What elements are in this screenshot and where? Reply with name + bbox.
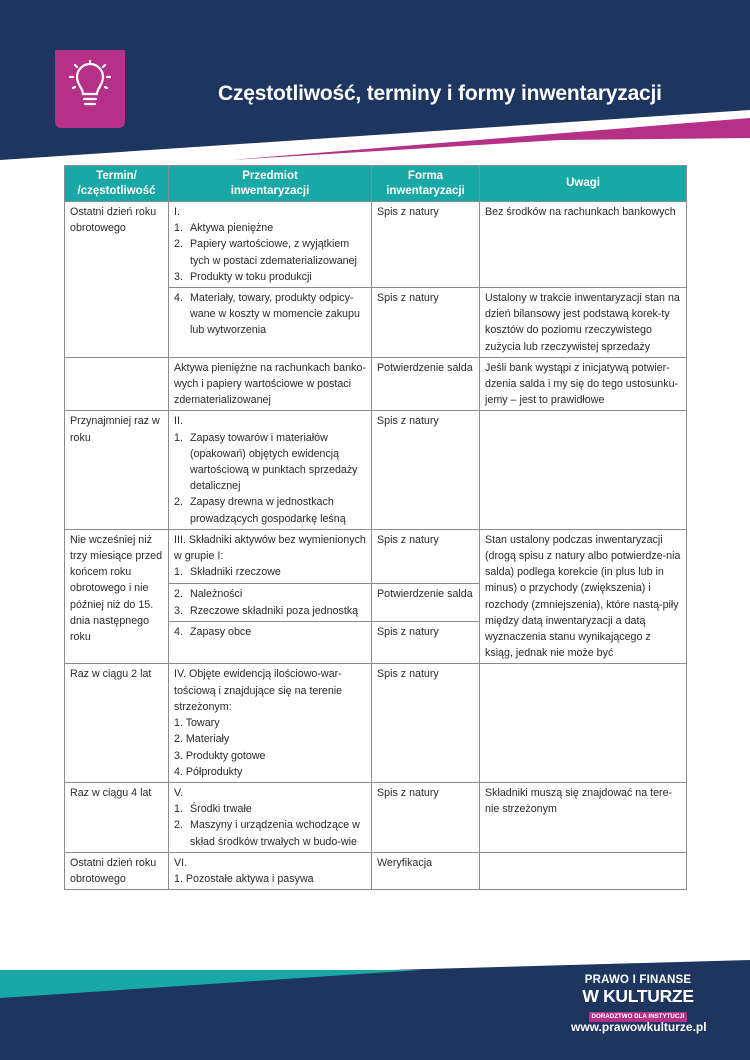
item-text: Zapasy drewna w jednostkach prowadzących gospodarkę leśną [190, 496, 346, 525]
list-item [174, 290, 366, 339]
subject-cell [169, 664, 372, 782]
notes-cell: Stan ustalony podczas inwentaryzacji (drogą spisu z natury albo potwierdze-nia salda) podlega korekcie (in plus lub in minus) o przychody (zwiększenia) i rozchody (zmniejszenia), które nastą-piły między datą inwentaryzacji a datą wyznaczenia stanu wynikającego z ksiąg, jednak nie może być [480, 529, 687, 664]
term-cell [65, 357, 169, 411]
column-header-term: Termin/ /częstotliwość [65, 166, 169, 202]
notes-cell [480, 664, 687, 782]
subject-group-heading: IV. Objęte ewidencją ilościowo-war-tościową i znajdujące się na terenie strzeżonym: [174, 668, 343, 713]
table-row [65, 782, 687, 852]
list-item: 3. Produkty gotowe [174, 749, 266, 762]
form-cell: Spis z natury [372, 288, 480, 358]
subject-cell: Aktywa pieniężne na rachunkach banko-wych i papiery wartościowe w postaci zdematerializowanej [169, 357, 372, 411]
subject-list [174, 586, 366, 618]
website-link[interactable]: www.prawowkulturze.pl [571, 1020, 707, 1034]
item-number: 2. [174, 496, 183, 509]
subject-cell [169, 202, 372, 288]
list-item: 1. Pozostałe aktywa i pasywa [174, 872, 314, 885]
item-text: Produkty w toku produkcji [190, 270, 312, 283]
item-text: Maszyny i urządzenia wchodzące w skład środków trwałych w budo-wie [190, 819, 360, 848]
item-number: 2. [174, 819, 183, 832]
notes-cell: Bez środków na rachunkach bankowych [480, 202, 687, 288]
page-title: Częstotliwość, terminy i formy inwentaryzacji [218, 82, 662, 105]
page-footer [0, 960, 750, 1060]
brand-logo [578, 974, 698, 1023]
term-cell: Raz w ciągu 2 lat [65, 664, 169, 782]
page-header [0, 0, 750, 160]
table-header-row [65, 166, 687, 202]
item-number: 4. [174, 292, 183, 305]
item-number: 3. [174, 604, 183, 617]
subject-group-heading: III. Składniki aktywów bez wymienionych w grupie I: [174, 533, 366, 563]
column-header-form: Forma inwentaryzacji [372, 166, 480, 202]
item-text: Papiery wartościowe, z wyjątkiem tych w postaci zdematerializowanej [190, 238, 357, 267]
subject-cell [169, 622, 372, 664]
item-number: 1. [174, 566, 183, 579]
list-item [174, 564, 366, 580]
term-cell: Raz w ciągu 4 lat [65, 782, 169, 852]
table-row [65, 411, 687, 529]
item-text: Materiały, towary, produkty odpicy-wane w koszty w momencie zakupu lub wytworzenia [190, 292, 360, 337]
list-item [174, 624, 366, 640]
subject-list [174, 220, 366, 285]
list-item [174, 269, 366, 285]
table-row [65, 202, 687, 288]
list-item: 2. Materiały [174, 733, 230, 746]
term-cell: Ostatni dzień roku obrotowego [65, 852, 169, 889]
table-row [65, 357, 687, 411]
notes-cell: Ustalony w trakcie inwentaryzacji stan na dzień bilansowy jest podstawą korek-ty kosztów do poziomu rzeczywistego zużycia lub rzeczywistej sprzedaży [480, 288, 687, 358]
subject-group-heading: I. [174, 206, 180, 218]
form-cell: Spis z natury [372, 782, 480, 852]
form-cell: Spis z natury [372, 202, 480, 288]
subject-group-heading: V. [174, 786, 184, 799]
item-text: Należności [190, 588, 243, 601]
list-item [174, 236, 366, 268]
list-item [174, 220, 366, 236]
item-number: 2. [174, 588, 183, 601]
subject-list [174, 564, 366, 580]
column-header-subject: Przedmiot inwentaryzacji [169, 166, 372, 202]
term-cell: Nie wcześniej niż trzy miesiące przed końcem roku obrotowego i nie później niż do 15. dnia następnego roku [65, 529, 169, 664]
list-item [174, 801, 366, 817]
form-cell: Spis z natury [372, 622, 480, 664]
list-item [174, 603, 366, 619]
subject-cell [169, 584, 372, 622]
subject-cell [169, 288, 372, 358]
subject-group-heading: VI. [174, 856, 188, 869]
lightbulb-icon [67, 60, 113, 112]
form-cell: Potwierdzenie salda [372, 357, 480, 411]
list-item [174, 817, 366, 849]
table-row [65, 529, 687, 584]
subject-group-heading: II. [174, 415, 183, 428]
item-number: 4. [174, 626, 183, 639]
subject-cell [169, 782, 372, 852]
subject-list [174, 290, 366, 339]
list-item: 1. Towary [174, 717, 220, 730]
table-row [65, 852, 687, 889]
list-item [174, 430, 366, 495]
term-cell: Ostatni dzień roku obrotowego [65, 202, 169, 358]
inventory-table [64, 165, 687, 890]
subject-list [174, 624, 366, 640]
item-number: 3. [174, 270, 183, 283]
column-header-notes: Uwagi [480, 166, 687, 202]
lightbulb-badge [55, 50, 125, 128]
form-cell: Potwierdzenie salda [372, 584, 480, 622]
notes-cell [480, 852, 687, 889]
notes-cell: Jeśli bank wystąpi z inicjatywą potwier-dzenia salda i my się do tego ustosunku-jemy – jest to prawidłowe [480, 357, 687, 411]
notes-cell: Składniki muszą się znajdować na tere-nie strzeżonym [480, 782, 687, 852]
item-text: Składniki rzeczowe [190, 566, 281, 579]
form-cell: Spis z natury [372, 411, 480, 529]
item-number: 1. [174, 222, 183, 235]
subject-list [174, 430, 366, 527]
term-cell: Przynajmniej raz w roku [65, 411, 169, 529]
item-text: Zapasy obce [190, 626, 252, 639]
item-number: 1. [174, 803, 183, 816]
logo-line-2: W KULTURZE [582, 986, 694, 1006]
logo-line-1: PRAWO I FINANSE [584, 974, 692, 986]
form-cell: Spis z natury [372, 529, 480, 584]
subject-cell [169, 411, 372, 529]
list-item [174, 586, 366, 602]
item-text: Zapasy towarów i materiałów (opakowań) objętych ewidencją wartościową w punktach sprzedaży detalicznej [190, 431, 358, 493]
item-number: 2. [174, 238, 183, 251]
subject-cell [169, 529, 372, 584]
item-text: Środki trwałe [190, 803, 252, 816]
subject-list [174, 801, 366, 850]
item-text: Rzeczowe składniki poza jednostką [190, 604, 359, 617]
notes-cell [480, 411, 687, 529]
item-text: Aktywa pieniężne [190, 222, 274, 235]
form-cell: Spis z natury [372, 664, 480, 782]
item-number: 1. [174, 431, 183, 444]
list-item [174, 494, 366, 526]
table-row [65, 664, 687, 782]
form-cell: Weryfikacja [372, 852, 480, 889]
subject-cell [169, 852, 372, 889]
list-item: 4. Półprodukty [174, 765, 243, 778]
logo-tagline: DORADZTWO DLA INSTYTUCJI [589, 1012, 688, 1022]
